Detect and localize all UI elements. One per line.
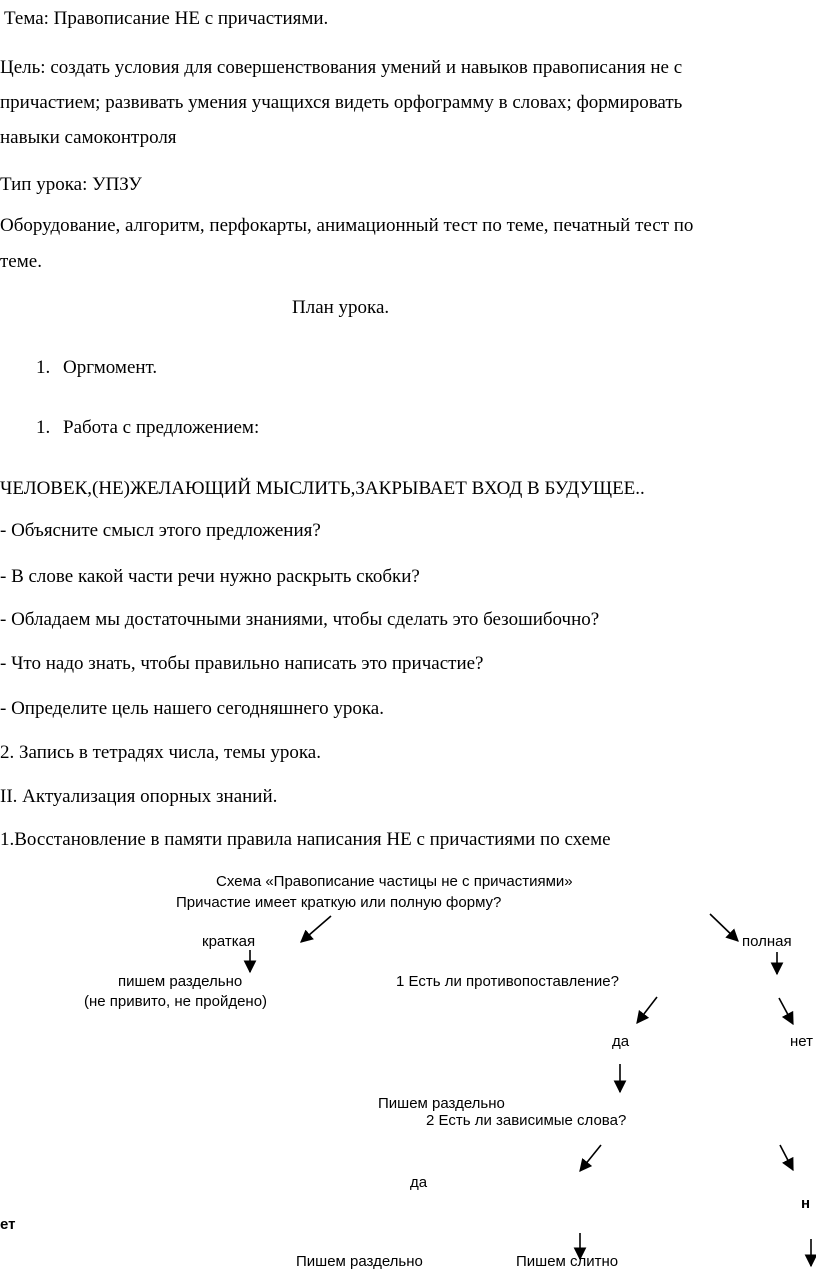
lesson-type: Тип урока: УПЗУ [0, 174, 142, 195]
diagram-write-separately-1: пишем раздельно [118, 973, 243, 990]
sentence: ЧЕЛОВЕК,(НЕ)ЖЕЛАЮЩИЙ МЫСЛИТЬ,ЗАКРЫВАЕТ ВХОД В БУДУЩЕЕ.. [0, 478, 645, 499]
diagram-yes-2: да [410, 1174, 428, 1191]
arrow-to-no-1 [779, 998, 793, 1024]
arrow-to-yes-1 [637, 997, 657, 1023]
plan-item-2: Работа с предложением: [63, 417, 260, 438]
diagram-title: Схема «Правописание частицы не с причастиями» [216, 873, 573, 890]
diagram-no-2-part2: ет [0, 1216, 16, 1233]
diagram-full: полная [742, 933, 792, 950]
diagram-write-together: Пишем слитно [516, 1253, 619, 1270]
plan-item-2-number: 1. [36, 417, 51, 438]
plan-title: План урока. [292, 297, 390, 318]
diagram-write-separately-2: Пишем раздельно [378, 1095, 505, 1112]
arrow-to-no-2 [780, 1145, 793, 1170]
diagram-no-1: нет [790, 1033, 813, 1050]
diagram-examples: (не привито, не пройдено) [84, 993, 268, 1010]
question-1: - Объясните смысл этого предложения? [0, 520, 321, 541]
section-2-heading: II. Актуализация опорных знаний. [0, 786, 278, 807]
arrow-to-yes-2 [580, 1145, 601, 1171]
diagram-question-dependent: 2 Есть ли зависимые слова? [426, 1112, 627, 1129]
diagram-no-2-part1: н [801, 1195, 811, 1212]
plan-item-1-number: 1. [36, 357, 51, 378]
goal-line-2: причастием; развивать умения учащихся видеть орфограмму в словах; формировать [0, 92, 683, 113]
diagram-question-opposition: 1 Есть ли противопоставление? [396, 973, 619, 990]
question-4: - Что надо знать, чтобы правильно написать это причастие? [0, 653, 484, 674]
goal-line-3: навыки самоконтроля [0, 127, 177, 148]
diagram-write-separately-3: Пишем раздельно [296, 1253, 423, 1270]
question-3: - Обладаем мы достаточными знаниями, чтобы сделать это безошибочно? [0, 609, 600, 630]
question-5: - Определите цель нашего сегодняшнего урока. [0, 698, 384, 719]
diagram-yes-1: да [612, 1033, 630, 1050]
plan-item-1: Оргмомент. [63, 357, 158, 378]
arrow-to-short [301, 916, 331, 942]
diagram-question-form: Причастие имеет краткую или полную форму? [176, 894, 502, 911]
diagram-short: краткая [202, 933, 256, 950]
topic-line: Тема: Правописание НЕ с причастиями. [4, 8, 329, 29]
goal-line-1: Цель: создать условия для совершенствования умений и навыков правописания не с [0, 57, 683, 78]
step-2: 2. Запись в тетрадях числа, темы урока. [0, 742, 321, 763]
question-2: - В слове какой части речи нужно раскрыть скобки? [0, 566, 420, 587]
step-restore: 1.Восстановление в памяти правила написания НЕ с причастиями по схеме [0, 829, 611, 850]
equipment-line-2: теме. [0, 251, 42, 272]
arrow-to-full [710, 914, 738, 941]
equipment-line-1: Оборудование, алгоритм, перфокарты, анимационный тест по теме, печатный тест по [0, 215, 694, 236]
